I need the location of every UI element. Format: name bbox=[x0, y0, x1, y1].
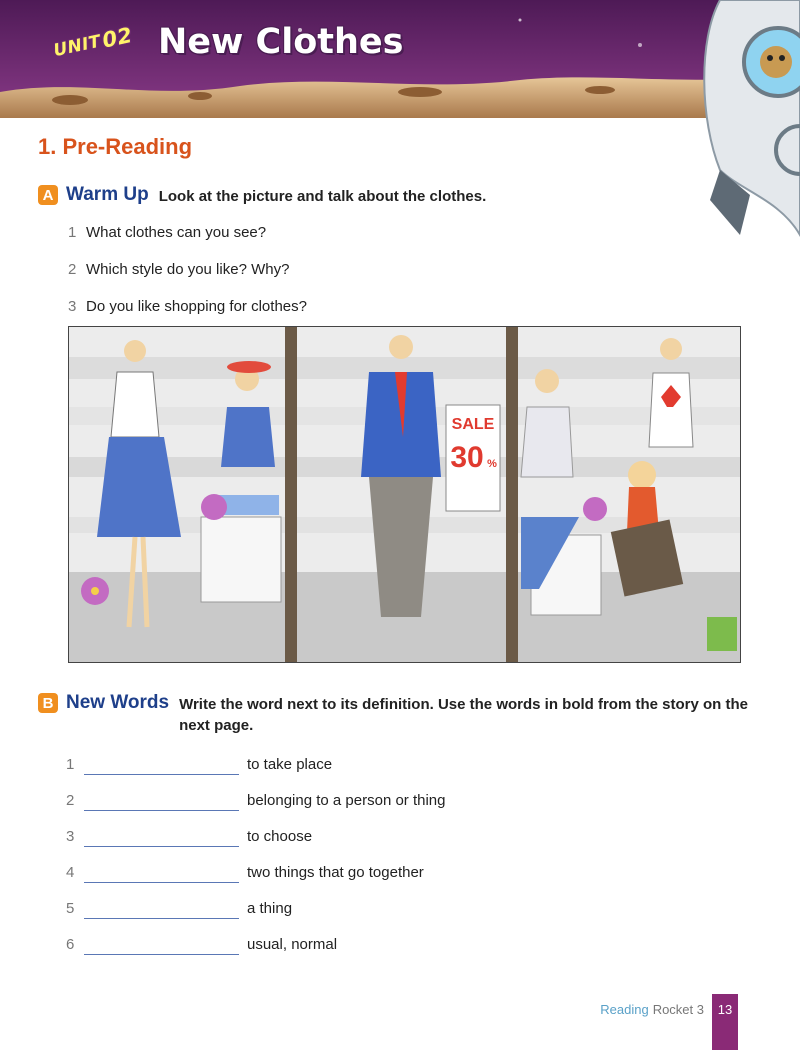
page-number: 13 bbox=[712, 994, 738, 1024]
unit-number: 02 bbox=[100, 22, 135, 53]
warm-up-instruction: Look at the picture and talk about the clothes. bbox=[158, 188, 487, 205]
sale-sign-value: 30 bbox=[450, 441, 484, 474]
footer-series: Reading bbox=[600, 1001, 649, 1017]
sale-sign-label: SALE bbox=[451, 416, 495, 433]
word-number: 1 bbox=[66, 756, 75, 773]
new-words-heading bbox=[38, 692, 758, 736]
answer-blank[interactable] bbox=[84, 864, 239, 883]
warm-up-letter-badge: A bbox=[38, 185, 58, 205]
word-item bbox=[66, 828, 445, 864]
word-number: 3 bbox=[66, 828, 75, 845]
word-number: 5 bbox=[66, 900, 75, 917]
word-definition: a thing bbox=[247, 900, 293, 917]
answer-blank[interactable] bbox=[84, 756, 239, 775]
page-footer bbox=[600, 994, 738, 1024]
new-words-title: New Words bbox=[65, 692, 170, 713]
question-text: Which style do you like? Why? bbox=[86, 261, 290, 278]
shop-window-scene bbox=[69, 327, 740, 662]
word-number: 6 bbox=[66, 936, 75, 953]
warm-up-questions bbox=[68, 224, 307, 335]
question-item bbox=[68, 224, 307, 261]
answer-blank[interactable] bbox=[84, 900, 239, 919]
word-definition: two things that go together bbox=[247, 864, 424, 881]
question-number: 2 bbox=[68, 261, 77, 278]
word-item bbox=[66, 936, 445, 972]
shop-window-illustration bbox=[68, 326, 741, 663]
word-item bbox=[66, 900, 445, 936]
footer-level: Rocket 3 bbox=[652, 1001, 704, 1017]
sale-sign-unit: % bbox=[487, 458, 497, 470]
word-item bbox=[66, 756, 445, 792]
new-words-letter-badge: B bbox=[38, 693, 58, 713]
word-definition: to take place bbox=[247, 756, 333, 773]
answer-blank[interactable] bbox=[84, 792, 239, 811]
word-item bbox=[66, 792, 445, 828]
new-words-instruction: Write the word next to its definition. Use the words in bold from the story on the next page. bbox=[179, 696, 748, 734]
unit-title: New Clothes bbox=[158, 22, 404, 62]
question-number: 3 bbox=[68, 298, 77, 315]
question-text: What clothes can you see? bbox=[86, 224, 267, 241]
page-tab-bar bbox=[712, 1024, 738, 1050]
word-definition: belonging to a person or thing bbox=[247, 792, 446, 809]
answer-blank[interactable] bbox=[84, 936, 239, 955]
rocket-dog-illustration bbox=[680, 0, 800, 250]
word-definition: usual, normal bbox=[247, 936, 338, 953]
warm-up-title: Warm Up bbox=[66, 184, 149, 205]
new-words-list bbox=[66, 756, 445, 972]
unit-label: UNIT bbox=[51, 31, 103, 62]
word-number: 4 bbox=[66, 864, 75, 881]
question-number: 1 bbox=[68, 224, 77, 241]
word-item bbox=[66, 864, 445, 900]
word-definition: to choose bbox=[247, 828, 313, 845]
word-number: 2 bbox=[66, 792, 75, 809]
question-text: Do you like shopping for clothes? bbox=[86, 298, 307, 315]
question-item bbox=[68, 261, 307, 298]
answer-blank[interactable] bbox=[84, 828, 239, 847]
warm-up-heading bbox=[38, 184, 486, 207]
section-title: 1. Pre-Reading bbox=[38, 134, 193, 159]
